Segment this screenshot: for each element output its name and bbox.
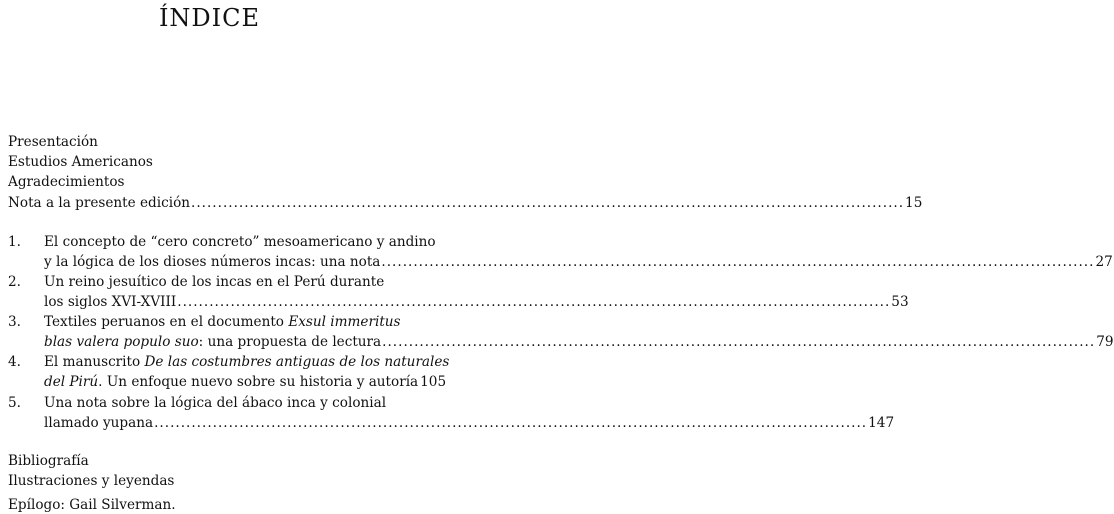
chapter-title-line: y la lógica de los dioses números incas: una nota bbox=[44, 254, 381, 270]
dot-leader: ...................................................................................................................................... bbox=[177, 294, 891, 310]
chapter-title-text: Textiles peruanos en el documento bbox=[44, 314, 289, 330]
chapter-title-line bbox=[44, 333, 381, 351]
chapter-title-line: El concepto de “cero concreto” mesoamericano y andino bbox=[44, 234, 436, 250]
toc-entry-chapter-4 bbox=[44, 373, 447, 391]
toc-page-number: 15 bbox=[905, 195, 923, 211]
chapter-number: 1. bbox=[8, 234, 21, 250]
chapter-title-line bbox=[44, 313, 401, 331]
chapter-title-italic: blas valera populo suo bbox=[44, 334, 199, 350]
toc-entry-chapter-3 bbox=[44, 333, 1114, 351]
toc-entry-bibliografia: Bibliografía bbox=[8, 453, 89, 469]
toc-page-number: 79 bbox=[1096, 334, 1114, 350]
toc-page-number: 53 bbox=[891, 294, 909, 310]
toc-entry-chapter-1 bbox=[44, 253, 1113, 271]
toc-entry-presentacion: Presentación bbox=[8, 134, 98, 150]
chapter-title-italic: Exsul immeritus bbox=[288, 314, 401, 330]
chapter-title-text: : una propuesta de lectura bbox=[198, 334, 382, 350]
chapter-title-italic: del Pirú bbox=[44, 374, 99, 390]
chapter-title-line: Un reino jesuítico de los incas en el Perú durante bbox=[44, 274, 385, 290]
toc-entry-nota bbox=[8, 194, 923, 212]
chapter-number: 3. bbox=[8, 314, 21, 330]
chapter-title-text: El manuscrito bbox=[44, 354, 145, 370]
toc-entry-ilustraciones: Ilustraciones y leyendas bbox=[8, 473, 175, 489]
chapter-title-line bbox=[44, 353, 449, 371]
toc-page-number: 27 bbox=[1095, 254, 1113, 270]
toc-entry-chapter-2 bbox=[44, 293, 909, 311]
toc-entry-label: Nota a la presente edición bbox=[8, 195, 191, 211]
chapter-number: 4. bbox=[8, 354, 21, 370]
chapter-title-text: . Un enfoque nuevo sobre su historia y autoría bbox=[98, 374, 419, 390]
dot-leader: ...................................................................................................................................... bbox=[154, 415, 868, 431]
dot-leader: ...................................................................................................................................... bbox=[381, 254, 1095, 270]
toc-page-number: 147 bbox=[868, 415, 895, 431]
page-title: ÍNDICE bbox=[158, 4, 261, 32]
chapter-number: 2. bbox=[8, 274, 21, 290]
toc-entry-chapter-5 bbox=[44, 414, 895, 432]
toc-entry-estudios-americanos: Estudios Americanos bbox=[8, 154, 153, 170]
chapter-title-italic: De las costumbres antiguas de los naturales bbox=[144, 354, 450, 370]
dot-leader: ...................................................................................................................................... bbox=[382, 334, 1096, 350]
toc-page-number: 105 bbox=[420, 374, 447, 390]
chapter-title-line bbox=[44, 373, 418, 391]
chapter-title-line: llamado yupana bbox=[44, 415, 154, 431]
chapter-title-line: los siglos XVI-XVIII bbox=[44, 294, 177, 310]
toc-entry-agradecimientos: Agradecimientos bbox=[8, 174, 125, 190]
dot-leader: ...................................................................................................................................... bbox=[191, 195, 905, 211]
toc-entry-epilogo: Epílogo: Gail Silverman. bbox=[8, 497, 176, 513]
chapter-number: 5. bbox=[8, 395, 21, 411]
chapter-title-line: Una nota sobre la lógica del ábaco inca y colonial bbox=[44, 395, 387, 411]
